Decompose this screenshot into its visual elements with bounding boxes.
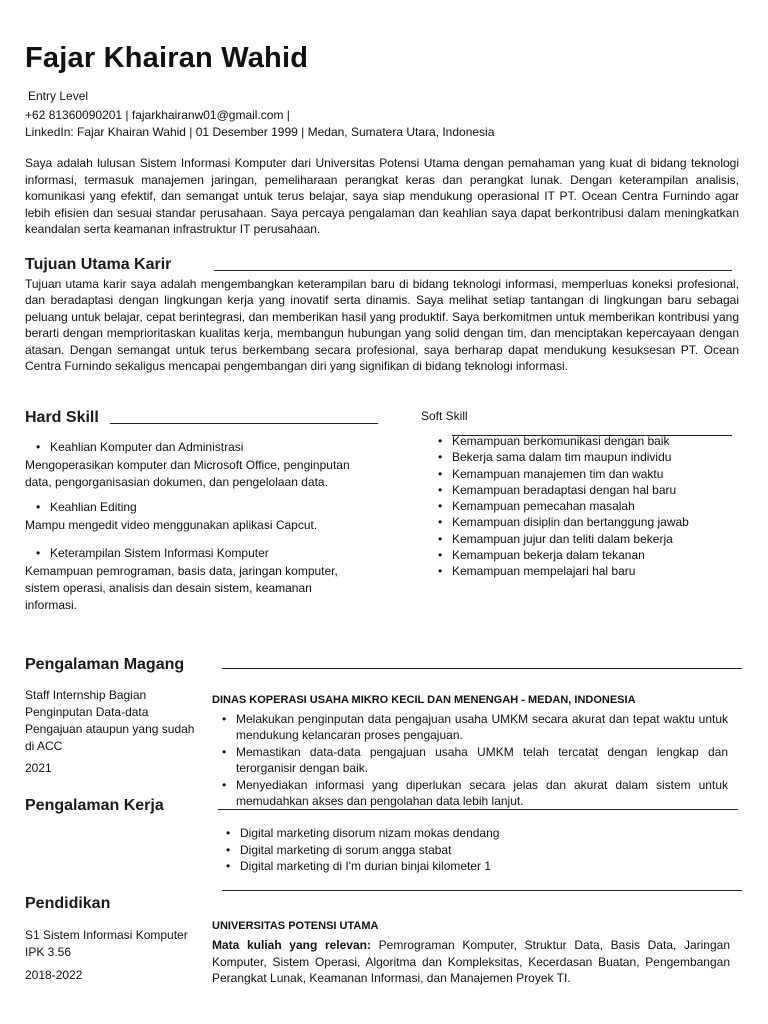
soft-skill-item: • Kemampuan manajemen tim dan waktu bbox=[438, 466, 738, 482]
hard-skill-desc: Mengoperasikan komputer dan Microsoft Office, penginputan data, pengorganisasian dokumen, dan pengelolaan data. bbox=[25, 458, 350, 489]
hard-skill-name: • Keahlian Editing bbox=[36, 499, 137, 516]
internship-bullets bbox=[222, 711, 728, 809]
internship-year: 2021 bbox=[25, 761, 52, 775]
soft-skill-item: • Bekerja sama dalam tim maupun individu bbox=[438, 449, 738, 465]
courses-text: Pemrograman Komputer, Struktur Data, Basis Data, Jaringan Komputer, Sistem Operasi, Algoritma dan Kompleksitas, Kecerdasan Buatan, Pengembangan Perangkat Lunak, Keamanan Informasi, dan Manajemen Proyek TI. bbox=[212, 938, 730, 985]
hard-skill-desc: Mampu mengedit video menggunakan aplikasi Capcut. bbox=[25, 518, 318, 532]
work-bullet: • Digital marketing di I'm durian binjai kilometer 1 bbox=[226, 858, 726, 875]
candidate-name: Fajar Khairan Wahid bbox=[25, 42, 309, 74]
hard-skill-desc: Kemampuan pemrograman, basis data, jaringan komputer, sistem operasi, analisis dan desain sistem, keamanan informasi. bbox=[25, 564, 338, 612]
career-goal-rule bbox=[214, 270, 732, 271]
internship-bullet: • Memastikan data-data pengajuan usaha UMKM telah tercatat dengan lengkap dan terorganisir dengan baik. bbox=[222, 744, 728, 777]
work-title: Pengalaman Kerja bbox=[25, 797, 164, 814]
hard-skill-item bbox=[36, 439, 243, 456]
soft-skill-item: • Kemampuan disiplin dan bertanggung jawab bbox=[438, 514, 738, 530]
career-goal-title: Tujuan Utama Karir bbox=[25, 256, 172, 273]
work-rule bbox=[218, 809, 738, 810]
education-rule bbox=[222, 890, 742, 891]
internship-title: Pengalaman Magang bbox=[25, 656, 185, 673]
soft-skill-title: Soft Skill bbox=[421, 409, 468, 423]
soft-skill-item: • Kemampuan berkomunikasi dengan baik bbox=[438, 433, 738, 449]
work-bullet: • Digital marketing di sorum angga stabat bbox=[226, 842, 726, 859]
hard-skill-rule bbox=[110, 423, 378, 424]
hard-skill-item bbox=[36, 545, 269, 562]
courses-label: Mata kuliah yang relevan: bbox=[212, 938, 371, 952]
soft-skill-item: • Kemampuan bekerja dalam tekanan bbox=[438, 547, 738, 563]
level: Entry Level bbox=[28, 89, 89, 103]
career-goal-text: Tujuan utama karir saya adalah mengembangkan keterampilan baru di bidang teknologi informasi, memperluas koneksi profesional, dan beradaptasi dengan lingkungan kerja yang inovatif serta dinamis. Saya melihat setiap tantangan di lingkungan baru sebagai peluang untuk belajar, cepat berintegrasi, dan memberikan hasil yang produktif. Saya berkomitmen untuk memberikan kontribusi yang berarti dengan memprioritaskan kualitas kerja, membangun hubungan yang solid dengan tim, dan menciptakan kepercayaan dengan atasan. Dengan semangat untuk terus berkembang secara profesional, saya berharap dapat mendukung kesuksesan PT. Ocean Centra Furnindo sekaligus mencapai pengembangan diri yang signifikan di bidang teknologi informasi. bbox=[25, 277, 739, 374]
education-years: 2018-2022 bbox=[25, 968, 83, 982]
internship-rule bbox=[222, 668, 742, 669]
soft-skill-item: • Kemampuan jujur dan teliti dalam bekerja bbox=[438, 531, 738, 547]
education-school: UNIVERSITAS POTENSI UTAMA bbox=[212, 920, 379, 932]
internship-role: Staff Internship Bagian Penginputan Data-data Pengajuan ataupun yang sudah di ACC bbox=[25, 688, 195, 753]
internship-org: DINAS KOPERASI USAHA MIKRO KECIL DAN MENENGAH - MEDAN, INDONESIA bbox=[212, 694, 636, 706]
soft-skill-item: • Kemampuan pemecahan masalah bbox=[438, 498, 738, 514]
hard-skill-name: • Keahlian Komputer dan Administrasi bbox=[36, 439, 243, 456]
education-degree: S1 Sistem Informasi Komputer bbox=[25, 928, 188, 942]
hard-skill-name: • Keterampilan Sistem Informasi Komputer bbox=[36, 545, 269, 562]
education-courses bbox=[212, 937, 730, 987]
work-bullets bbox=[226, 825, 726, 875]
education-gpa: IPK 3.56 bbox=[25, 945, 72, 959]
hard-skill-item bbox=[36, 499, 137, 516]
soft-skill-item: • Kemampuan mempelajari hal baru bbox=[438, 563, 738, 579]
soft-skill-item: • Kemampuan beradaptasi dengan hal baru bbox=[438, 482, 738, 498]
internship-bullet: • Menyediakan informasi yang diperlukan secara jelas dan akurat dalam sistem untuk memudahkan akses dan pengolahan data lebih lanjut. bbox=[222, 777, 728, 810]
hard-skill-title: Hard Skill bbox=[25, 409, 99, 426]
contact-line-2: LinkedIn: Fajar Khairan Wahid | 01 Desember 1999 | Medan, Sumatera Utara, Indonesia bbox=[25, 125, 495, 139]
education-title: Pendidikan bbox=[25, 895, 111, 912]
contact-line-1: +62 81360090201 | fajarkhairanw01@gmail.com | bbox=[25, 108, 290, 122]
work-bullet: • Digital marketing disorum nizam mokas dendang bbox=[226, 825, 726, 842]
summary: Saya adalah lulusan Sistem Informasi Komputer dari Universitas Potensi Utama dengan pemahaman yang kuat di bidang teknologi informasi, termasuk manajemen jaringan, pemeliharaan perangkat keras dan perangkat lunak. Dengan keterampilan analisis, komunikasi yang efektif, dan semangat untuk terus belajar, saya siap mendukung operasional IT PT. Ocean Centra Furnindo agar lebih efisien dan sesuai standar perusahaan. Saya percaya pengalaman dan keahlian saya dapat berkontribusi dalam meningkatkan keandalan serta keamanan infrastruktur IT perusahaan. bbox=[25, 156, 739, 237]
internship-bullet: • Melakukan penginputan data pengajuan usaha UMKM secara akurat dan tepat waktu untuk mendukung kelancaran proses pengajuan. bbox=[222, 711, 728, 744]
soft-skill-list bbox=[438, 433, 738, 580]
